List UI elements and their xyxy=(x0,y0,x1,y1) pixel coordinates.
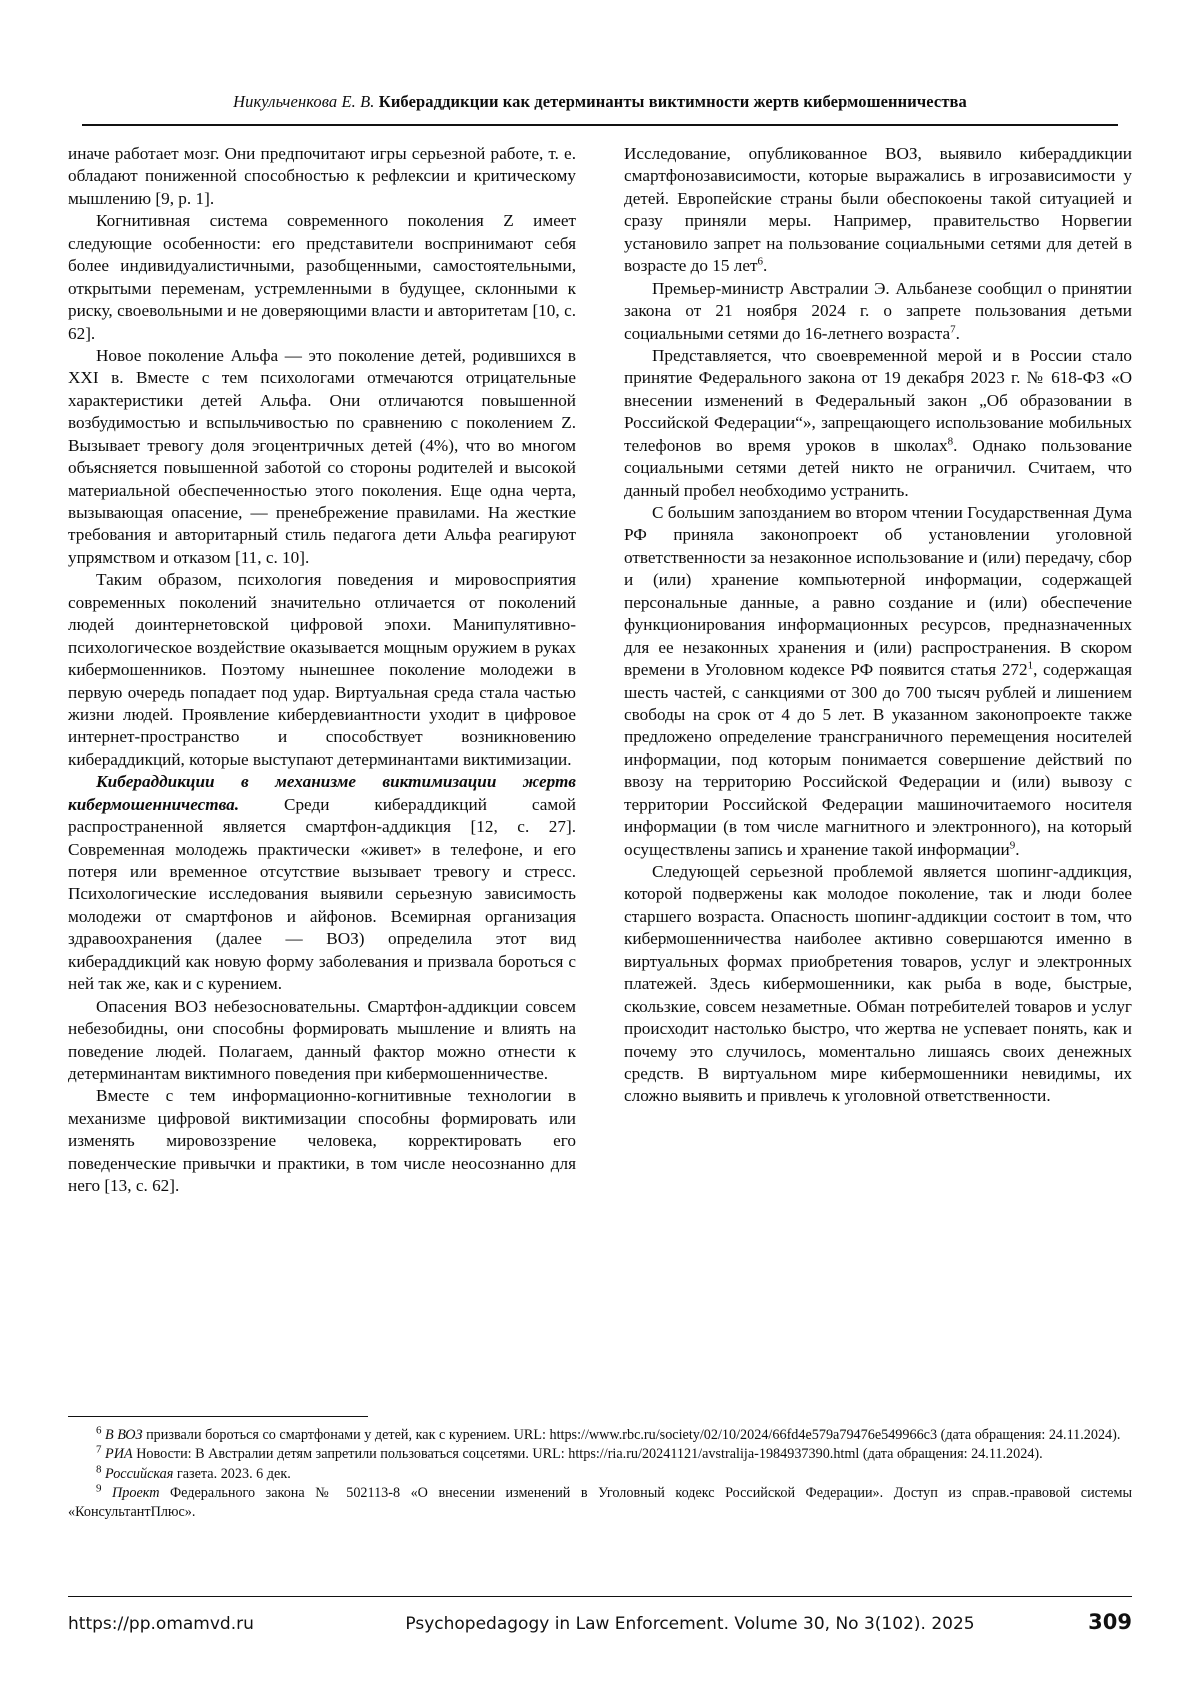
paragraph-text: Исследование, опубликованное ВОЗ, выявило кибераддикции смартфонозависимости, которые выражались в игрозависимости у детей. Европейские страны были обеспокоены такой ситуацией и сразу приняли меры. Например, правительство Норвегии установило запрет на пользование социальными сетями для детей в возрасте до 15 лет xyxy=(624,144,1132,276)
footnote-marker: 9 xyxy=(96,1482,102,1495)
paragraph-text: С большим запозданием во втором чтении Государственная Дума РФ приняла законопроект об установлении уголовной ответственности за незаконное использование и (или) передачу, сбор и (или) хранение компьютерной информации, содержащей персональные данные, а равно создание и (или) обеспечение функционирования информационных ресурсов, предназначенных для ее незаконных хранения и (или) распространения. В скором времени в Уголовном кодексе РФ появится статья 272 xyxy=(624,503,1132,680)
footnote-divider xyxy=(68,1416,368,1417)
journal-issue-info: Psychopedagogy in Law Enforcement. Volume 30, No 3(102). 2025 xyxy=(405,1614,975,1634)
running-head-title: Кибераддикции как детерминанты виктимности жертв кибермошенничества xyxy=(378,92,967,111)
footnote-source: Российская xyxy=(105,1465,174,1482)
body-columns xyxy=(68,143,1132,1198)
paragraph-tail: . xyxy=(763,256,768,276)
paragraph-tail: . xyxy=(955,323,960,343)
paragraph-tail: . xyxy=(1015,839,1020,859)
paragraph-tail: . Однако пользование социальными сетями детей никто не ограничил. Считаем, что данный пробел необходимо устранить. xyxy=(624,435,1132,500)
footnote-marker: 7 xyxy=(96,1443,102,1456)
running-head xyxy=(82,92,1118,112)
footnote-text: Федерального закона № 502113-8 «О внесении изменений в Уголовный кодекс Российской Федерации». Доступ из справ.-правовой системы «КонсультантПлюс». xyxy=(68,1485,1132,1520)
footnote-source: В ВОЗ xyxy=(105,1427,143,1443)
footnote-ref-7: 7 xyxy=(950,322,956,335)
paragraph xyxy=(624,502,1132,861)
paragraph-mid: , содержащая шесть частей, с санкциями от 300 до 700 тысяч рублей и лишением свободы на срок от 4 до 5 лет. В указанном законопроекте также предложено определение трансграничного перемещения носителей информации, под которым понимается совершение действий по ввозу на территорию Российской Федерации и (или) вывозу с территории Российской Федерации машиночитаемого носителя информации (в том числе магнитного и электронного), на который осуществлены запись и хранение такой информации xyxy=(624,660,1132,859)
footnote-ref-9: 9 xyxy=(1009,838,1016,851)
section-heading-paragraph xyxy=(68,771,576,995)
paragraph: Когнитивная система современного поколения Z имеет следующие особенности: его представители воспринимают себя более индивидуалистичными, разобщенными, самостоятельными, открытыми переменам, устремленными в будущее, склонными к риску, своевольными и не доверяющими власти и авторитетам [10, с. 62]. xyxy=(68,211,576,343)
paragraph: Опасения ВОЗ небезосновательны. Смартфон-аддикции совсем небезобидны, они способны формировать мышление и влиять на поведение людей. Полагаем, данный фактор можно отнести к детерминантам виктимного поведения при кибермошенничестве. xyxy=(68,996,576,1083)
footer-divider xyxy=(68,1596,1132,1597)
left-column xyxy=(68,143,576,1198)
running-head-author: Никульченкова Е. В. xyxy=(233,92,375,111)
footnotes xyxy=(68,1426,1132,1522)
article-superscript: 1 xyxy=(1027,659,1034,672)
section-heading: Кибераддикции в механизме виктимизации жертв кибермошенничества. xyxy=(68,772,576,814)
page-number: 309 xyxy=(1088,1610,1132,1634)
footnote-marker: 8 xyxy=(96,1463,102,1476)
right-column xyxy=(624,143,1132,1198)
footnote-marker: 6 xyxy=(96,1424,102,1437)
paragraph xyxy=(624,345,1132,502)
footnote-item xyxy=(68,1445,1132,1463)
paragraph-text: Представляется, что своевременной мерой и в России стало принятие Федерального закона от 19 декабря 2023 г. № 618-ФЗ «О внесении изменений в Федеральный закон „Об образовании в Российской Федерации“», запрещающего использование мобильных телефонов во время уроков в школах xyxy=(624,345,1132,455)
footnote-source: РИА xyxy=(105,1446,133,1463)
footnote-text: Новости: В Австралии детям запретили пользоваться соцсетями. URL: https://ria.ru/20241121/avstralija-1984937390.html (дата обращения: 24.11.2024). xyxy=(132,1446,1043,1463)
header-divider xyxy=(82,124,1118,126)
paragraph: Новое поколение Альфа — это поколение детей, родившихся в XXI в. Вместе с тем психологами отмечаются отрицательные характеристики детей Альфа. Они отличаются повышенной возбудимостью и вспыльчивостью по сравнению с поколением Z. Вызывает тревогу доля эгоцентричных детей (4%), что во многом объясняется повышенной заботой со стороны родителей и высокой материальной обеспеченностью этого поколения. Еще одна черта, вызывающая опасение, — пренебрежение правилами. На жесткие требования и авторитарный стиль педагога дети Альфа реагируют упрямством и отказом [11, с. 10]. xyxy=(68,345,576,567)
footnote-ref-8: 8 xyxy=(947,434,954,447)
paragraph: Таким образом, психология поведения и мировосприятия современных поколений значительно отличается от поколений людей доинтернетовской цифровой эпохи. Манипулятивно-психологическое воздействие оказывается мощным оружием в руках кибермошенников. Поэтому нынешнее поколение молодежи в первую очередь попадает под удар. Виртуальная среда стала частью жизни людей. Проявление кибердевиантности уходит в цифровое интернет-пространство и способствует возникновению кибераддикций, которые выступают детерминантами виктимизации. xyxy=(68,570,576,769)
footnote-ref-6: 6 xyxy=(757,255,764,268)
footnote-item xyxy=(68,1484,1132,1521)
paragraph-text: Среди кибераддикций самой распространенной является смартфон-аддикция [12, с. 27]. Современная молодежь практически «живет» в телефоне, и его потеря или временное отсутствие вызывает тревогу и стресс. Психологические исследования выявили серьезную зависимость молодежи от смартфонов и айфонов. Всемирная организация здравоохранения (далее — ВОЗ) определила этот вид кибераддикций как новую форму заболевания и призвала бороться с ней так же, как и с курением. xyxy=(68,794,576,994)
paragraph: Следующей серьезной проблемой является шопинг-аддикция, которой подвержены как молодое поколение, так и люди более старшего возраста. Опасность шопинг-аддикции состоит в том, что кибермошенничества наиболее активно совершаются именно в виртуальных формах приобретения товаров, услуг и электронных платежей. Здесь кибермошенники, как рыба в воде, быстрые, скользкие, совсем незаметные. Обман потребителей товаров и услуг происходит настолько быстро, что жертва не успевает понять, как и почему это случилось, моментально лишаясь своих денежных средств. В виртуальном мире кибермошенники невидимы, их сложно выявить и привлечь к уголовной ответственности. xyxy=(624,862,1132,1106)
footnote-text: газета. 2023. 6 дек. xyxy=(173,1465,291,1482)
paragraph: Вместе с тем информационно-когнитивные технологии в механизме цифровой виктимизации способны формировать или изменять мировоззрение человека, корректировать его поведенческие привычки и практики, в том числе неосознанно для него [13, с. 62]. xyxy=(68,1086,576,1196)
paragraph: иначе работает мозг. Они предпочитают игры серьезной работе, т. е. обладают пониженной способностью к рефлексии и критическому мышлению [9, p. 1]. xyxy=(68,144,576,208)
paragraph xyxy=(624,278,1132,345)
footnote-text: призвали бороться со смартфонами у детей, как с курением. URL: https://www.rbc.ru/society/02/10/2024/66fd4e579a79476e549966c3 (дата обращения: 24.11.2024). xyxy=(142,1427,1121,1443)
journal-url[interactable]: https://pp.omamvd.ru xyxy=(68,1614,254,1634)
footnote-item xyxy=(68,1465,1132,1483)
page-footer xyxy=(68,1610,1132,1634)
footnote-source: Проект xyxy=(112,1485,160,1502)
footnote-item xyxy=(68,1426,1132,1444)
paragraph-text: Премьер-министр Австралии Э. Альбанезе сообщил о принятии закона от 21 ноября 2024 г. о запрете пользования детьми социальными сетями до 16-летнего возраста xyxy=(624,278,1132,343)
paragraph xyxy=(624,143,1132,278)
